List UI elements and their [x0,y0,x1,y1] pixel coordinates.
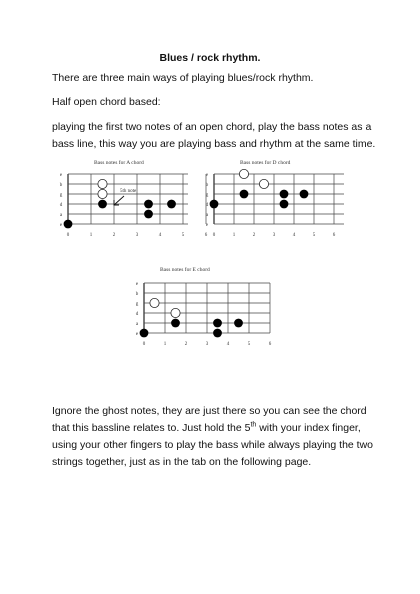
diagram-2-title: Bass notes for E chord [160,267,210,273]
diagram-0-arrow-icon [114,196,124,205]
diagram-1-bass-note [210,200,219,209]
description-text: playing the first two notes of an open chord, play the bass notes as a bass line, this way you are playing bass and rhythm at the same time. [52,121,376,150]
diagram-1-string-label: a [205,213,209,218]
diagram-0-fret-label: 1 [89,233,93,238]
diagram-0-fret-label: 0 [66,233,70,238]
diagram-2-fret-label: 1 [163,342,167,347]
diagram-1-title: Bass notes for D chord [240,160,291,166]
diagram-2-string-label: b [135,292,139,297]
diagram-1-bass-note [240,190,249,199]
diagram-0-fret-label: 2 [112,233,116,238]
diagram-2-bass-note [234,319,243,328]
diagram-0-string-label: b [59,183,63,188]
diagram-1-string-label: d [205,203,209,208]
diagram-1-fret-label: 1 [232,233,236,238]
page-title: Blues / rock rhythm. [159,52,261,64]
diagram-2-string-label: g [135,302,139,307]
diagram-1-string-label: e [205,223,209,228]
diagram-0-fret-label: 4 [158,233,162,238]
fretboard-diagram-a-chord [56,156,208,266]
diagram-0-fret-label: 3 [135,233,139,238]
diagram-1-fret-label: 0 [212,233,216,238]
diagram-1-fret-label: 3 [272,233,276,238]
footer-text [52,403,387,471]
diagram-2-fret-label: 5 [247,342,251,347]
diagram-0-title: Bass notes for A chord [94,160,144,166]
footer-superscript: th [250,421,257,429]
diagram-0-string-label: d [59,203,63,208]
diagram-2-string-label: a [135,322,139,327]
diagram-1-ghost-note [239,169,248,178]
diagram-1-string-label: e [205,173,209,178]
diagram-2-fret-label: 4 [226,342,230,347]
diagram-0-bass-note [64,220,73,229]
diagram-2-ghost-note [150,298,159,307]
diagram-2-ghost-note [171,308,180,317]
diagram-2-fret-label: 6 [268,342,272,347]
diagram-2-string-label: d [135,312,139,317]
diagram-2-bass-note [213,329,222,338]
subheading: Half open chord based: [52,96,161,108]
diagram-1-fret-label: 5 [312,233,316,238]
diagram-1-bass-note [280,190,289,199]
diagram-0-string-label: e [59,173,63,178]
intro-text: There are three main ways of playing blues/rock rhythm. [52,72,314,84]
diagram-1-fret-label: 2 [252,233,256,238]
diagram-0-bass-note [144,200,153,209]
diagram-1-string-label: g [205,193,209,198]
diagram-2-bass-note [213,319,222,328]
diagram-0-string-label: e [59,223,63,228]
diagram-2-bass-note [171,319,180,328]
diagram-0-ghost-note [98,189,107,198]
footer-text-part1: Ignore the ghost notes, they are just there so you can see the chord that this bassline relates to. Just hold the 5 [52,405,367,434]
diagram-1-bass-note [300,190,309,199]
diagram-2-fret-label: 0 [142,342,146,347]
diagram-0-ghost-note [98,179,107,188]
diagram-1-bass-note [280,200,289,209]
diagram-0-string-label: a [59,213,63,218]
fretboard-diagram-d-chord [200,156,350,266]
diagram-0-annotation: 5th note [120,189,137,194]
diagram-2-fret-label: 3 [205,342,209,347]
diagram-1-fret-label: 4 [292,233,296,238]
diagram-1-fret-label: 6 [332,233,336,238]
diagram-1-string-label: b [205,183,209,188]
diagram-0-bass-note [98,200,107,209]
diagram-0-fret-label: 5 [181,233,185,238]
diagram-1-ghost-note [259,179,268,188]
diagram-0-string-label: g [59,193,63,198]
diagram-0-bass-note [167,200,176,209]
diagram-0-fret-label: 6 [204,233,208,238]
diagram-2-bass-note [140,329,149,338]
fretboard-diagram-e-chord [120,263,280,373]
diagram-2-string-label: e [135,332,139,337]
diagram-0-bass-note [144,210,153,219]
diagram-2-string-label: e [135,282,139,287]
diagram-2-fret-label: 2 [184,342,188,347]
footer-text-part2: with your index finger, using your other fingers to play the bass while always playing the two strings together, just as in the tab on the following page. [52,422,374,468]
